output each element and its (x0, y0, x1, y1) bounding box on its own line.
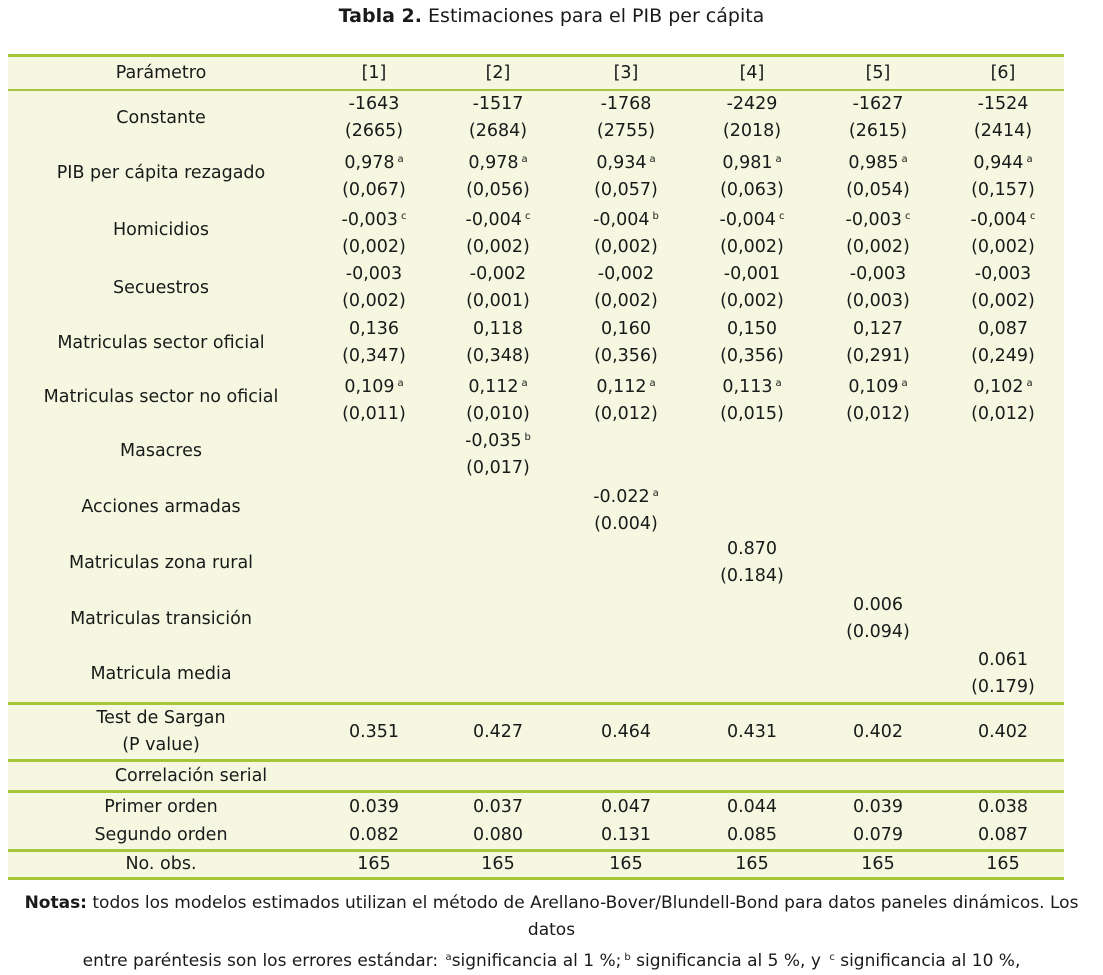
estimate-cell (942, 647, 1064, 701)
significance-mark: a (901, 154, 908, 165)
standard-error: (0,002) (720, 291, 784, 311)
note-mark-b: b (624, 952, 631, 963)
segundo-orden-value: 0.087 (977, 824, 1029, 845)
coefficient (344, 146, 403, 177)
segundo-orden-value: 0.085 (726, 824, 778, 845)
coefficient-value: 0,981 (722, 153, 773, 173)
segundo-orden-value: 0.080 (472, 824, 524, 845)
primer-orden-value: 0.039 (852, 796, 904, 817)
standard-error: (0,067) (342, 180, 406, 200)
standard-error: (0.094) (846, 622, 910, 642)
estimate-cell (562, 91, 690, 145)
standard-error: (0,010) (466, 404, 530, 424)
estimate-cell (814, 592, 942, 646)
coefficient-value: -2429 (726, 94, 778, 114)
coefficient (978, 316, 1028, 343)
coefficient-value: -1524 (977, 94, 1029, 114)
estimate-cell (942, 203, 1064, 261)
primer-orden-row (8, 793, 1064, 821)
standard-error: (0,356) (594, 346, 658, 366)
significance-mark: c (400, 211, 407, 222)
row-label: PIB per cápita rezagado (56, 163, 266, 183)
sargan-value: 0.431 (726, 721, 778, 742)
standard-error: (0,015) (720, 404, 784, 424)
coefficient (596, 146, 655, 177)
coefficient (468, 370, 527, 401)
table-row (8, 316, 1064, 371)
obs-value: 165 (481, 854, 515, 874)
sargan-value: 0.402 (852, 721, 904, 742)
table-notes (0, 890, 1103, 975)
estimate-cell (942, 370, 1064, 428)
obs-value: 165 (357, 854, 391, 874)
estimate-cell (690, 146, 814, 204)
coefficient-value: -0,003 (849, 264, 907, 284)
significance-mark: a (1026, 378, 1033, 389)
significance-mark: a (521, 378, 528, 389)
coefficient (468, 146, 527, 177)
coefficient (973, 146, 1032, 177)
header-col-1: [1] (361, 62, 387, 83)
standard-error: (0.184) (720, 566, 784, 586)
standard-error: (0,063) (720, 180, 784, 200)
header-col-4: [4] (739, 62, 765, 83)
coefficient (971, 203, 1036, 234)
table-row (8, 536, 1064, 591)
significance-mark: a (397, 378, 404, 389)
coefficient-value: 0,113 (722, 377, 773, 397)
estimate-cell (434, 316, 562, 370)
row-label: Matriculas sector no oficial (43, 387, 279, 407)
sargan-label (8, 705, 314, 759)
coefficient-value: 0.006 (852, 595, 904, 615)
coefficient (727, 91, 778, 118)
notes-line-2 (0, 944, 1103, 975)
standard-error: (0,157) (971, 180, 1035, 200)
obs-label: No. obs. (125, 854, 197, 874)
coefficient-value: -1517 (472, 94, 524, 114)
estimate-cell (562, 316, 690, 370)
estimate-cell (434, 370, 562, 428)
header-col-3: [3] (613, 62, 639, 83)
coefficient (727, 536, 777, 563)
obs-row (8, 852, 1064, 877)
estimate-cell (814, 91, 942, 145)
obs-value: 165 (735, 854, 769, 874)
estimate-cell (562, 370, 690, 428)
estimate-cell (814, 146, 942, 204)
coefficient-value: -0,004 (970, 210, 1027, 230)
primer-orden-value: 0.044 (726, 796, 778, 817)
header-row (8, 57, 1064, 89)
serial-heading: Correlación serial (114, 765, 268, 786)
coefficient-value: 0,978 (468, 153, 519, 173)
coefficient (848, 146, 907, 177)
significance-mark: c (1029, 211, 1036, 222)
coefficient-value: -0,004 (593, 210, 650, 230)
coefficient (344, 370, 403, 401)
sargan-value: 0.402 (977, 721, 1029, 742)
standard-error: (2665) (344, 121, 404, 141)
sargan-row (8, 705, 1064, 759)
coefficient-value: 0,112 (468, 377, 519, 397)
coefficient (978, 91, 1029, 118)
standard-error: (0,002) (720, 237, 784, 257)
standard-error: (0,249) (971, 346, 1035, 366)
estimate-cell (434, 91, 562, 145)
header-col-2: [2] (485, 62, 511, 83)
coefficient (473, 316, 523, 343)
estimate-cell (314, 146, 434, 204)
standard-error: (0,348) (466, 346, 530, 366)
notes-text-2a: entre paréntesis son los errores estándar: (82, 951, 439, 971)
sargan-value: 0.427 (472, 721, 524, 742)
table-row (8, 91, 1064, 146)
coefficient (848, 370, 907, 401)
coefficient-value: 0,985 (848, 153, 899, 173)
row-label: Constante (116, 108, 206, 128)
coefficient-value: 0,109 (848, 377, 899, 397)
segundo-orden-label: Segundo orden (94, 824, 228, 845)
estimate-cell (814, 370, 942, 428)
row-label: Matriculas transición (70, 609, 252, 629)
table-title (0, 4, 1103, 28)
coefficient (342, 203, 407, 234)
segundo-orden-value: 0.079 (852, 824, 904, 845)
coefficient-value: 0,978 (344, 153, 395, 173)
standard-error: (0.179) (971, 677, 1035, 697)
notes-line-1 (0, 890, 1103, 944)
estimate-cell (690, 261, 814, 315)
standard-error: (0,003) (846, 291, 910, 311)
coefficient-value: -0,003 (345, 264, 403, 284)
table-number: Tabla 2. (338, 5, 422, 27)
standard-error: (0,001) (466, 291, 530, 311)
standard-error: (0,012) (594, 404, 658, 424)
standard-error: (0,057) (594, 180, 658, 200)
standard-error: (0,012) (971, 404, 1035, 424)
coefficient (596, 370, 655, 401)
standard-error: (0,011) (342, 404, 406, 424)
coefficient (853, 592, 903, 619)
estimate-cell (690, 203, 814, 261)
estimate-cell (942, 261, 1064, 315)
coefficient (473, 91, 524, 118)
estimate-cell (690, 370, 814, 428)
significance-mark: c (904, 211, 911, 222)
coefficient-value: -0,002 (597, 264, 655, 284)
standard-error: (0,002) (594, 237, 658, 257)
row-label: Homicidios (112, 220, 210, 240)
coefficient (466, 203, 531, 234)
table-row (8, 261, 1064, 316)
row-label: Matricula media (90, 664, 232, 684)
standard-error: (0,002) (971, 291, 1035, 311)
significance-mark: a (649, 378, 656, 389)
standard-error: (2684) (468, 121, 528, 141)
estimate-cell (814, 203, 942, 261)
table-row (8, 592, 1064, 647)
coefficient-value: -1768 (600, 94, 652, 114)
primer-orden-value: 0.039 (348, 796, 400, 817)
coefficient (850, 261, 906, 288)
standard-error: (2755) (596, 121, 656, 141)
coefficient-value: -0,003 (845, 210, 902, 230)
coefficient-value: 0,160 (600, 319, 652, 339)
coefficient (722, 370, 781, 401)
standard-error: (0,356) (720, 346, 784, 366)
coefficient (727, 316, 777, 343)
estimate-cell (434, 261, 562, 315)
note-mark-a: a (445, 952, 452, 963)
estimate-cell (314, 316, 434, 370)
primer-orden-value: 0.047 (600, 796, 652, 817)
significance-mark: b (652, 211, 659, 222)
row-label: Acciones armadas (81, 497, 241, 517)
estimate-cell (562, 480, 690, 538)
notes-text-2b: significancia al 1 %; (451, 951, 622, 971)
primer-orden-value: 0.038 (977, 796, 1029, 817)
row-label: Matriculas zona rural (68, 553, 254, 573)
estimate-cell (942, 316, 1064, 370)
standard-error: (0,002) (342, 237, 406, 257)
standard-error: (0,291) (846, 346, 910, 366)
coefficient (975, 261, 1031, 288)
row-label: Masacres (120, 441, 202, 461)
header-parameter: Parámetro (115, 62, 207, 83)
notes-text-2c: significancia al 5 %, y (636, 951, 821, 971)
estimate-cell (942, 146, 1064, 204)
significance-mark: b (524, 432, 531, 443)
estimate-cell (814, 316, 942, 370)
standard-error: (2414) (973, 121, 1033, 141)
table-row (8, 203, 1064, 258)
coefficient (601, 316, 651, 343)
table-row (8, 424, 1064, 479)
obs-value: 165 (986, 854, 1020, 874)
estimate-cell (314, 370, 434, 428)
coefficient-value: 0,150 (726, 319, 778, 339)
segundo-orden-value: 0.131 (600, 824, 652, 845)
sargan-label-line1: Test de Sargan (96, 708, 226, 728)
table-caption: Estimaciones para el PIB per cápita (428, 5, 765, 27)
significance-mark: a (652, 488, 659, 499)
coefficient-value: 0.061 (977, 650, 1029, 670)
primer-orden-value: 0.037 (472, 796, 524, 817)
header-col-5: [5] (865, 62, 891, 83)
note-mark-c: c (829, 952, 835, 963)
coefficient-value: -0,004 (719, 210, 776, 230)
coefficient (593, 480, 659, 511)
estimate-cell (562, 203, 690, 261)
coefficient (973, 370, 1032, 401)
standard-error: (0,347) (342, 346, 406, 366)
row-label: Secuestros (113, 278, 209, 298)
estimate-cell (690, 536, 814, 590)
coefficient-value: -0.022 (593, 487, 650, 507)
coefficient-value: 0,127 (852, 319, 904, 339)
coefficient-value: 0,944 (973, 153, 1024, 173)
estimate-cell (434, 203, 562, 261)
notes-text-2d: significancia al 10 %, (840, 951, 1021, 971)
coefficient (346, 261, 402, 288)
standard-error: (2615) (848, 121, 908, 141)
standard-error: (0,056) (466, 180, 530, 200)
coefficient (349, 316, 399, 343)
significance-mark: a (397, 154, 404, 165)
coefficient-value: -0,003 (974, 264, 1032, 284)
standard-error: (0,002) (594, 291, 658, 311)
standard-error: (0,002) (466, 237, 530, 257)
coefficient-value: 0,934 (596, 153, 647, 173)
coefficient-value: 0,112 (596, 377, 647, 397)
estimate-cell (314, 91, 434, 145)
coefficient (601, 91, 652, 118)
serial-heading-row (8, 762, 1064, 790)
table-row (8, 146, 1064, 201)
standard-error: (0,002) (846, 237, 910, 257)
results-table (8, 54, 1064, 880)
estimate-cell (690, 316, 814, 370)
standard-error: (0,002) (342, 291, 406, 311)
standard-error: (0.004) (594, 514, 658, 534)
coefficient (853, 91, 904, 118)
coefficient-value: 0,087 (977, 319, 1029, 339)
coefficient-value: 0,118 (472, 319, 524, 339)
obs-value: 165 (861, 854, 895, 874)
estimate-cell (690, 91, 814, 145)
significance-mark: a (649, 154, 656, 165)
coefficient-value: -0,002 (469, 264, 527, 284)
coefficient-value: 0,136 (348, 319, 400, 339)
estimate-cell (562, 146, 690, 204)
significance-mark: a (775, 154, 782, 165)
sargan-label-line2: (P value) (122, 735, 200, 755)
standard-error: (0,017) (466, 458, 530, 478)
coefficient (598, 261, 654, 288)
obs-value: 165 (609, 854, 643, 874)
notes-label: Notas: (24, 893, 87, 913)
primer-orden-label: Primer orden (104, 796, 218, 817)
coefficient-value: -1627 (852, 94, 904, 114)
coefficient-value: 0,102 (973, 377, 1024, 397)
coefficient-value: 0.870 (726, 539, 778, 559)
coefficient (349, 91, 400, 118)
coefficient-value: -0,001 (723, 264, 781, 284)
standard-error: (0,012) (846, 404, 910, 424)
coefficient-value: -0,004 (465, 210, 522, 230)
estimate-cell (434, 424, 562, 482)
coefficient (846, 203, 911, 234)
estimate-cell (562, 261, 690, 315)
significance-mark: a (521, 154, 528, 165)
segundo-orden-row (8, 821, 1064, 849)
table-row (8, 647, 1064, 702)
significance-mark: a (775, 378, 782, 389)
estimate-cell (314, 203, 434, 261)
segundo-orden-value: 0.082 (348, 824, 400, 845)
coefficient (722, 146, 781, 177)
sargan-value: 0.351 (348, 721, 400, 742)
coefficient (720, 203, 785, 234)
coefficient (978, 647, 1028, 674)
significance-mark: a (901, 378, 908, 389)
coefficient (724, 261, 780, 288)
estimate-cell (434, 146, 562, 204)
coefficient-value: -1643 (348, 94, 400, 114)
standard-error: (0,002) (971, 237, 1035, 257)
coefficient-value: -0,035 (465, 431, 522, 451)
notes-text-1: todos los modelos estimados utilizan el método de Arellano-Bover/Blundell-Bond para datos paneles dinámicos. Los datos (92, 893, 1079, 940)
sargan-value: 0.464 (600, 721, 652, 742)
coefficient (465, 424, 531, 455)
estimate-cell (814, 261, 942, 315)
row-label: Matriculas sector oficial (57, 333, 265, 353)
estimate-cell (314, 261, 434, 315)
header-col-6: [6] (990, 62, 1016, 83)
standard-error: (0,054) (846, 180, 910, 200)
table-row (8, 480, 1064, 535)
standard-error: (2018) (722, 121, 782, 141)
coefficient (593, 203, 659, 234)
coefficient-value: 0,109 (344, 377, 395, 397)
significance-mark: c (524, 211, 531, 222)
coefficient (470, 261, 526, 288)
table-row (8, 370, 1064, 425)
significance-mark: a (1026, 154, 1033, 165)
estimate-cell (942, 91, 1064, 145)
coefficient-value: -0,003 (341, 210, 398, 230)
significance-mark: c (778, 211, 785, 222)
coefficient (853, 316, 903, 343)
